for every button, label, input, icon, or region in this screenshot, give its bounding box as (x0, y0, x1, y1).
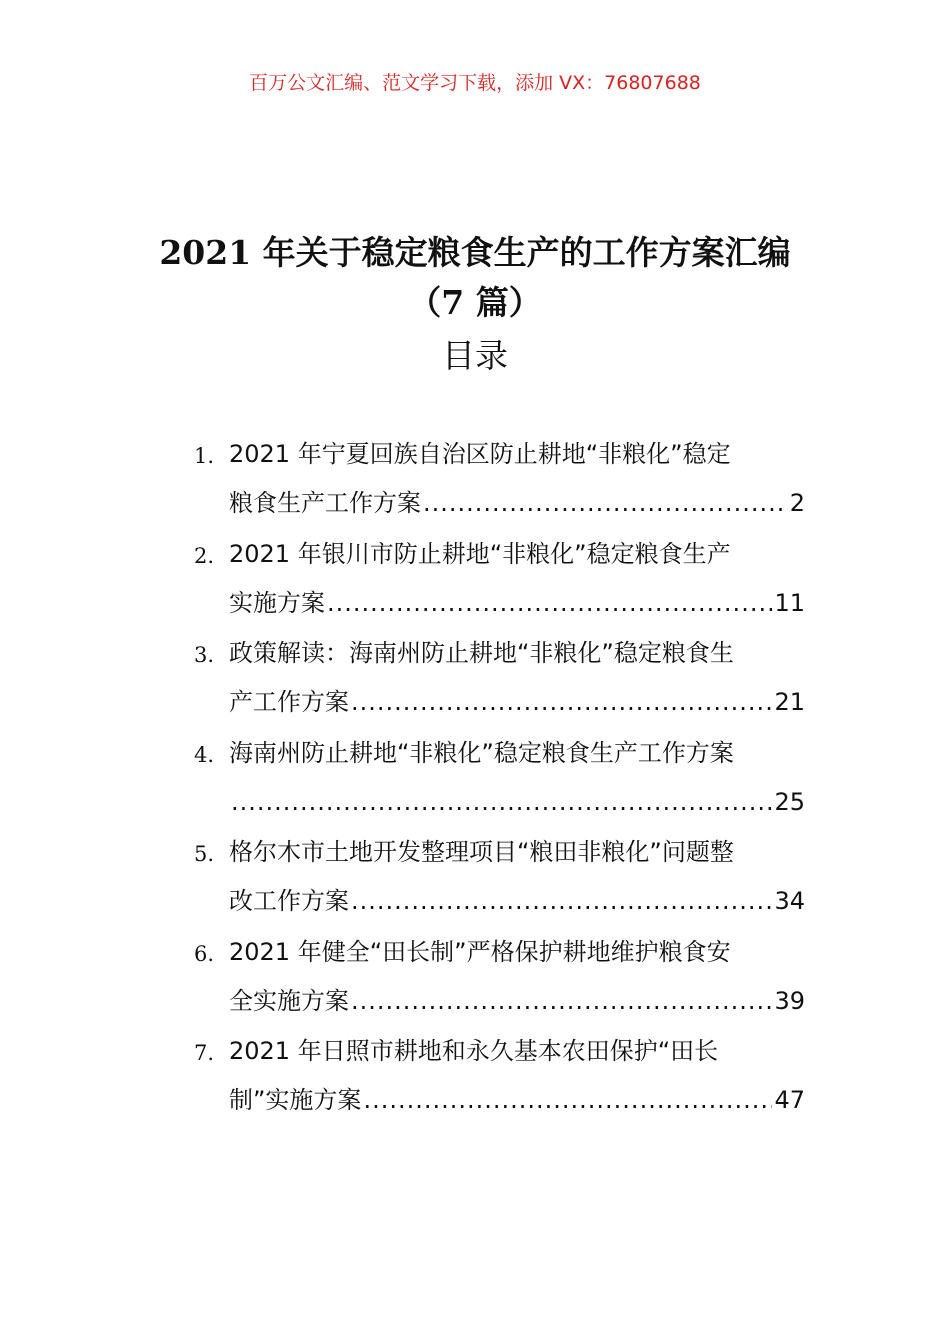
toc-item-page: 34 (774, 887, 805, 915)
toc-item-title-tail: 全实施方案 (229, 986, 349, 1015)
document-title: 2021 年关于稳定粮食生产的工作方案汇编（7 篇） (159, 233, 791, 322)
table-of-contents (0, 430, 950, 1127)
dot-leader (351, 883, 772, 919)
toc-item-title-continued (229, 983, 805, 1019)
toc-item-title: 海南州防止耕地“非粮化”稳定粮食生产工作方案 (229, 738, 734, 767)
toc-item-page: 25 (774, 787, 805, 816)
toc-item-title: 2021 年健全“田长制”严格保护耕地维护粮食安 (229, 937, 731, 966)
toc-item[interactable] (0, 928, 950, 1028)
dot-leader (351, 684, 772, 720)
toc-heading: 目录 (442, 336, 508, 375)
toc-item-title: 2021 年银川市防止耕地“非粮化”稳定粮食生产 (229, 539, 731, 568)
toc-item[interactable] (0, 430, 950, 530)
toc-item-number: 6. (194, 941, 215, 966)
toc-item-title-continued (229, 684, 805, 720)
toc-item-number: 5. (194, 842, 215, 866)
toc-item-title-continued (229, 883, 805, 919)
toc-item-page: 47 (774, 1086, 805, 1114)
toc-item-title: 格尔木市土地开发整理项目“粮田非粮化”问题整 (229, 838, 734, 866)
toc-item[interactable] (0, 729, 950, 829)
toc-item-page: 39 (774, 986, 805, 1015)
toc-item-title-continued (229, 784, 805, 820)
dot-leader (351, 983, 772, 1019)
toc-item[interactable] (0, 828, 950, 928)
toc-item-title: 政策解读：海南州防止耕地“非粮化”稳定粮食生 (229, 639, 734, 667)
toc-item-number: 3. (194, 643, 215, 667)
dot-leader (327, 585, 772, 621)
toc-item-page: 21 (774, 688, 805, 716)
toc-item-title-continued (229, 585, 805, 621)
toc-item-number: 7. (194, 1041, 215, 1065)
title-block (0, 228, 950, 378)
toc-item-number: 2. (194, 543, 215, 568)
toc-item-title-continued (229, 485, 805, 521)
toc-item-title-tail: 粮食生产工作方案 (229, 489, 421, 517)
toc-item-title-tail: 改工作方案 (229, 887, 349, 915)
toc-item-title-tail: 实施方案 (229, 588, 325, 617)
toc-item-title: 2021 年宁夏回族自治区防止耕地“非粮化”稳定 (229, 440, 731, 468)
toc-item-title-tail: 产工作方案 (229, 688, 349, 716)
toc-item[interactable] (0, 629, 950, 729)
toc-item-title-continued (229, 1082, 805, 1118)
toc-item-number: 4. (194, 742, 215, 767)
toc-item[interactable] (0, 530, 950, 630)
toc-item-page: 11 (774, 588, 805, 617)
dot-leader (363, 1082, 772, 1118)
toc-item[interactable] (0, 1027, 950, 1127)
toc-item-page: 2 (789, 489, 805, 517)
dot-leader (423, 485, 788, 521)
dot-leader (231, 784, 772, 820)
header-note: 百万公文汇编、范文学习下载，添加 VX：76807688 (249, 72, 701, 94)
toc-item-title-tail: 制”实施方案 (229, 1086, 362, 1114)
toc-item-title: 2021 年日照市耕地和永久基本农田保护“田长 (229, 1037, 719, 1065)
toc-item-number: 1. (194, 444, 215, 468)
